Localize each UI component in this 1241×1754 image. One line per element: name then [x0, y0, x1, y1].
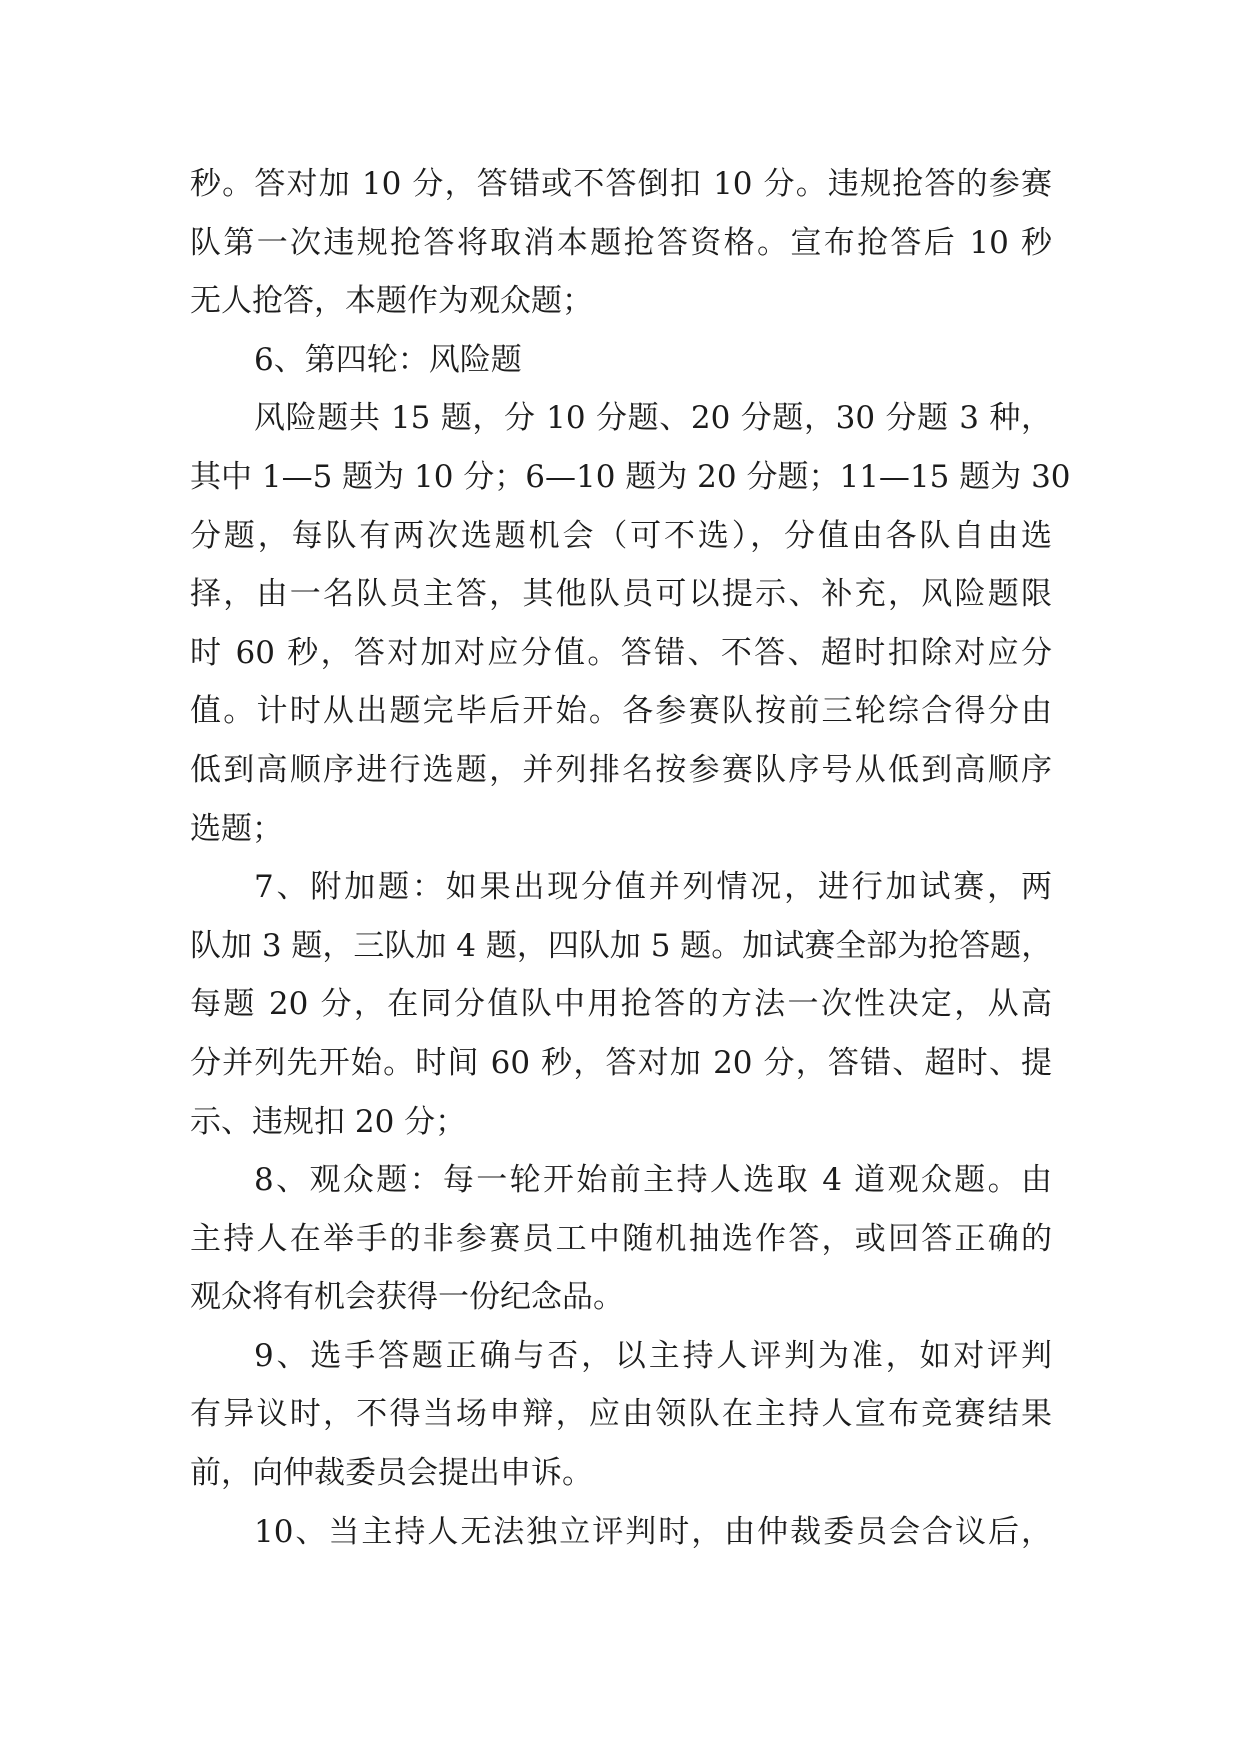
text-line: 选题； — [190, 810, 283, 847]
text-line: 有异议时，不得当场申辩，应由领队在主持人宣布竞赛结果 — [190, 1396, 1052, 1433]
text-line: 10、当主持人无法独立评判时，由仲裁委员会合议后， — [254, 1513, 1052, 1550]
text-line: 8、观众题：每一轮开始前主持人选取 4 道观众题。由 — [254, 1162, 1052, 1199]
text-line: 其中 1—5 题为 10 分；6—10 题为 20 分题；11—15 题为 30 — [190, 458, 1071, 495]
paragraph-risk-questions — [190, 389, 1071, 858]
text-line: 6、第四轮：风险题 — [254, 341, 522, 378]
text-line: 值。计时从出题完毕后开始。各参赛队按前三轮综合得分由 — [190, 693, 1052, 730]
text-line: 主持人在举手的非参赛员工中随机抽选作答，或回答正确的 — [190, 1220, 1052, 1257]
text-line: 风险题共 15 题，分 10 分题、20 分题，30 分题 3 种， — [254, 400, 1052, 437]
text-line: 观众将有机会获得一份纪念品。 — [190, 1279, 624, 1316]
text-line: 7、附加题：如果出现分值并列情况，进行加试赛，两 — [254, 869, 1052, 906]
text-line: 低到高顺序进行选题，并列排名按参赛队序号从低到高顺序 — [190, 751, 1052, 788]
text-line: 择，由一名队员主答，其他队员可以提示、补充，风险题限 — [190, 576, 1052, 613]
text-line: 分并列先开始。时间 60 秒，答对加 20 分，答错、超时、提 — [190, 1044, 1052, 1081]
text-line: 9、选手答题正确与否，以主持人评判为准，如对评判 — [254, 1337, 1052, 1374]
text-line: 每题 20 分，在同分值队中用抢答的方法一次性决定，从高 — [190, 986, 1052, 1023]
text-line: 无人抢答，本题作为观众题； — [190, 283, 593, 320]
section-heading-round-four — [190, 331, 1052, 390]
paragraph-tiebreaker — [190, 858, 1052, 1151]
text-line: 队第一次违规抢答将取消本题抢答资格。宣布抢答后 10 秒 — [190, 224, 1052, 261]
text-line: 秒。答对加 10 分，答错或不答倒扣 10 分。违规抢答的参赛 — [190, 166, 1052, 202]
paragraph-audience-questions — [190, 1151, 1052, 1327]
document-body — [190, 155, 1071, 1561]
text-line: 队加 3 题，三队加 4 题，四队加 5 题。加试赛全部为抢答题， — [190, 927, 1053, 964]
paragraph-arbitration — [190, 1503, 1052, 1562]
paragraph-judging — [190, 1327, 1052, 1503]
text-line: 时 60 秒，答对加对应分值。答错、不答、超时扣除对应分 — [190, 634, 1052, 671]
text-line: 前，向仲裁委员会提出申诉。 — [190, 1455, 593, 1492]
paragraph-continuation — [190, 155, 1052, 331]
text-line: 分题，每队有两次选题机会（可不选），分值由各队自由选 — [190, 517, 1052, 554]
text-line: 示、违规扣 20 分； — [190, 1103, 467, 1140]
